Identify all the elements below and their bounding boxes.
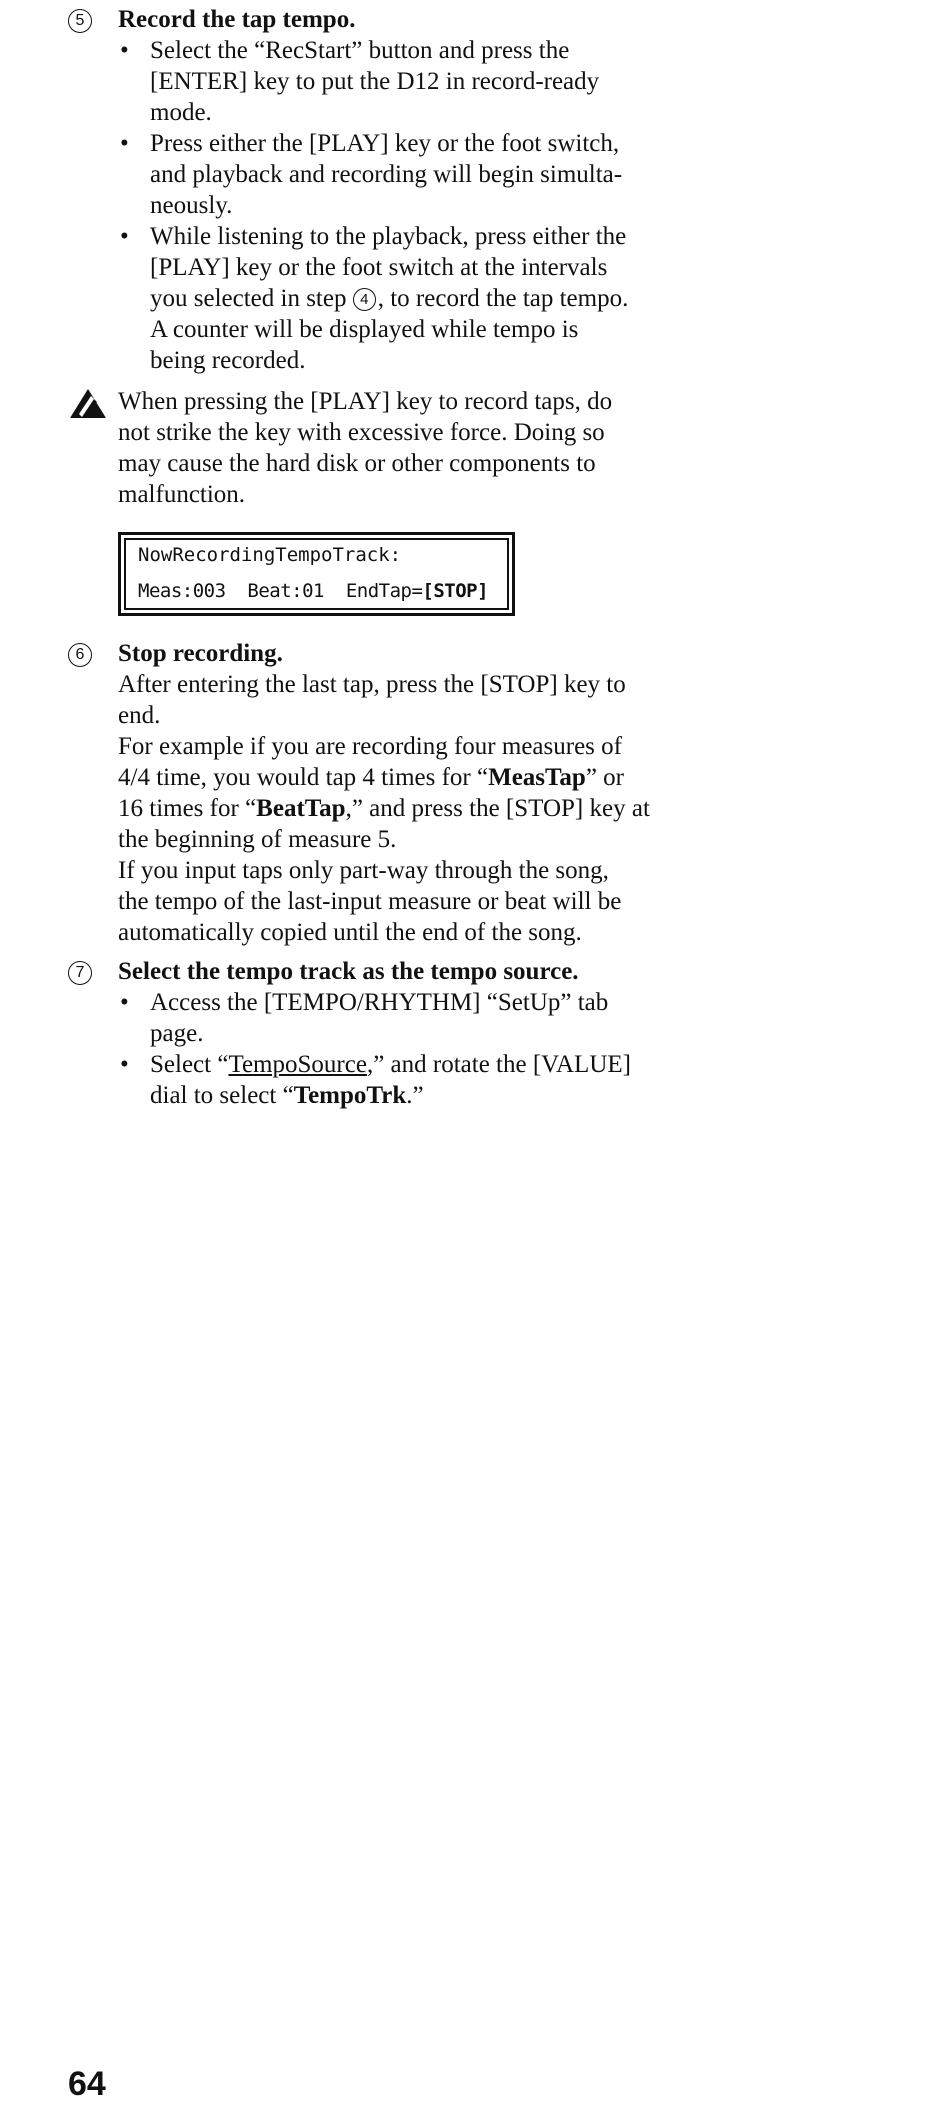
bullet-line: [PLAY] key or the foot switch at the intervals [150, 254, 608, 281]
step-number-badge: 5 [68, 9, 92, 33]
caution-icon [70, 388, 106, 418]
caution-line: not strike the key with excessive force. Doing so [118, 419, 605, 446]
paragraph-line: If you input taps only part-way through the song, [118, 857, 609, 884]
paragraph-line: the tempo of the last-input measure or beat will be [118, 888, 622, 915]
bullet-line: A counter will be displayed while tempo is [150, 316, 579, 343]
lcd-stop-label: [STOP] [422, 580, 489, 602]
paragraph-line: the beginning of measure 5. [118, 826, 397, 853]
bullet-item [118, 35, 698, 128]
bullet-line: Press either the [PLAY] key or the foot switch, [150, 130, 620, 157]
text-run-bold: BeatTap [256, 795, 346, 822]
paragraph-line: After entering the last tap, press the [STOP] key to [118, 671, 626, 698]
content-column [68, 0, 698, 1111]
paragraph-line: automatically copied until the end of the song. [118, 919, 582, 946]
bullet-item [118, 987, 698, 1049]
bullet-dot-icon: • [120, 989, 129, 1016]
paragraph-line: For example if you are recording four measures of [118, 733, 622, 760]
lcd-display [118, 532, 515, 616]
lcd-counter: Meas:003 Beat:01 EndTap= [138, 580, 423, 602]
lcd-line-1: NowRecordingTempoTrack: [138, 544, 402, 566]
text-run: ,” and rotate the [VALUE] [366, 1051, 631, 1078]
bullet-line: mode. [150, 99, 212, 126]
step-number-badge: 6 [68, 643, 92, 667]
bullet-line: Select the “RecStart” button and press the [150, 37, 570, 64]
text-run: , to record the tap tempo. [377, 285, 629, 312]
step-title: Stop recording. [118, 640, 283, 667]
bullet-line: page. [150, 1020, 204, 1047]
text-run: .” [406, 1082, 424, 1109]
text-run: you selected in step [150, 285, 353, 312]
text-run: ” or [585, 764, 624, 791]
bullet-item [118, 1049, 698, 1111]
lcd-line-2 [138, 580, 507, 602]
text-run: 16 times for “ [118, 795, 257, 822]
bullet-line [150, 283, 698, 314]
step-6 [68, 638, 698, 948]
step-5 [68, 4, 698, 376]
bullet-line [150, 1080, 698, 1111]
step-number-badge: 7 [68, 961, 92, 985]
caution-line: may cause the hard disk or other components to [118, 450, 596, 477]
bullet-dot-icon: • [120, 37, 129, 64]
bullet-line: Access the [TEMPO/RHYTHM] “SetUp” tab [150, 989, 609, 1016]
bullet-line [150, 1049, 698, 1080]
step-ref-badge: 4 [353, 288, 376, 311]
parameter-name: TempoSource [228, 1051, 367, 1078]
bullet-dot-icon: • [120, 130, 129, 157]
bullet-line: being recorded. [150, 347, 306, 374]
bullet-dot-icon: • [120, 223, 129, 250]
text-run-bold: MeasTap [488, 764, 586, 791]
bullet-item [118, 221, 698, 376]
text-run: Select “ [150, 1051, 229, 1078]
text-run: ,” and press the [STOP] key at [345, 795, 650, 822]
bullet-line: neously. [150, 192, 233, 219]
step-title: Select the tempo track as the tempo source. [118, 958, 579, 985]
lcd-screen [124, 538, 509, 610]
page-number: 64 [68, 2065, 106, 2103]
bullet-line: While listening to the playback, press either the [150, 223, 627, 250]
text-run: 4/4 time, you would tap 4 times for “ [118, 764, 489, 791]
caution-note [68, 386, 698, 510]
bullet-item [118, 128, 698, 221]
caution-line: When pressing the [PLAY] key to record taps, do [118, 388, 613, 415]
step-7 [68, 956, 698, 1111]
paragraph-line [118, 762, 698, 793]
bullet-line: [ENTER] key to put the D12 in record-ready [150, 68, 600, 95]
text-run-bold: TempoTrk [293, 1082, 407, 1109]
caution-line: malfunction. [118, 481, 246, 508]
paragraph-line [118, 793, 698, 824]
bullet-line: and playback and recording will begin simulta- [150, 161, 623, 188]
bullet-dot-icon: • [120, 1051, 129, 1078]
text-run: dial to select “ [150, 1082, 294, 1109]
paragraph-line: end. [118, 702, 161, 729]
step-title: Record the tap tempo. [118, 6, 356, 33]
